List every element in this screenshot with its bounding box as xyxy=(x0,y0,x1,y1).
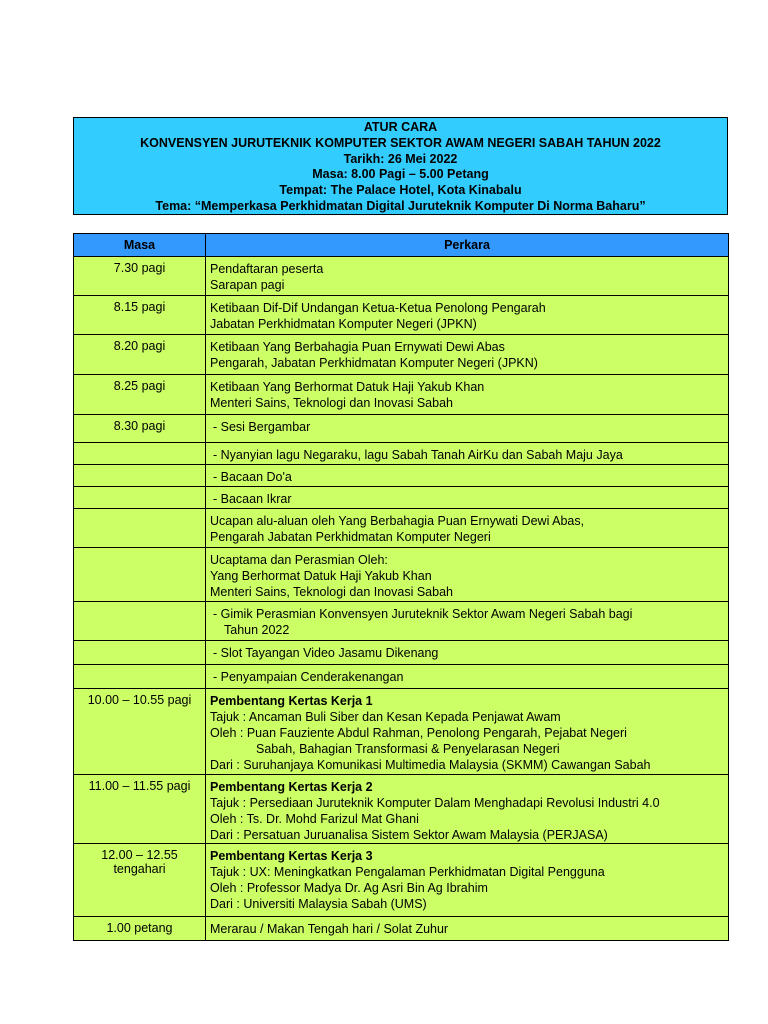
perkara-cell xyxy=(206,844,729,917)
perkara-cell xyxy=(206,375,729,415)
table-row xyxy=(74,917,729,941)
masa-cell xyxy=(74,375,206,415)
perkara-line: Yang Berhormat Datuk Haji Yakub Khan xyxy=(210,569,432,583)
table-row xyxy=(74,335,729,375)
perkara-cell xyxy=(206,296,729,335)
masa-cell xyxy=(74,665,206,689)
masa-cell xyxy=(74,548,206,602)
perkara-cell xyxy=(206,548,729,602)
table-row xyxy=(74,689,729,775)
perkara-line: Jabatan Perkhidmatan Komputer Negeri (JPKN) xyxy=(210,317,477,331)
perkara-line: - Penyampaian Cenderakenangan xyxy=(213,670,404,684)
perkara-cell xyxy=(206,465,729,487)
table-row xyxy=(74,296,729,335)
perkara-cell xyxy=(206,257,729,296)
masa-cell xyxy=(74,257,206,296)
perkara-line: Pengarah Jabatan Perkhidmatan Komputer Negeri xyxy=(210,530,491,544)
perkara-line: - Bacaan Do'a xyxy=(213,470,292,484)
masa-text: 10.00 – 10.55 pagi xyxy=(87,693,192,707)
masa-cell xyxy=(74,641,206,665)
schedule-table xyxy=(73,233,729,941)
table-row xyxy=(74,775,729,844)
perkara-cell xyxy=(206,487,729,509)
perkara-line: Pendaftaran peserta xyxy=(210,262,324,276)
perkara-cell xyxy=(206,509,729,548)
masa-cell xyxy=(74,415,206,443)
masa-cell xyxy=(74,465,206,487)
paper-title: Pembentang Kertas Kerja 3 xyxy=(210,849,373,863)
table-row xyxy=(74,602,729,641)
masa-cell xyxy=(74,487,206,509)
masa-cell xyxy=(74,775,206,844)
perkara-line: Tajuk : Ancaman Buli Siber dan Kesan Kepada Penjawat Awam xyxy=(210,710,561,724)
masa-text: 8.20 pagi xyxy=(113,339,166,353)
perkara-line: - Gimik Perasmian Konvensyen Juruteknik Sektor Awam Negeri Sabah bagi xyxy=(213,607,633,621)
masa-text: 1.00 petang xyxy=(106,921,173,935)
schedule-header-row xyxy=(74,234,729,257)
perkara-line: - Nyanyian lagu Negaraku, lagu Sabah Tanah AirKu dan Sabah Maju Jaya xyxy=(213,448,623,462)
perkara-cell xyxy=(206,415,729,443)
header-date: Tarikh: 26 Mei 2022 xyxy=(343,151,458,166)
masa-text: 7.30 pagi xyxy=(113,261,166,275)
column-header-perkara: Perkara xyxy=(206,234,729,257)
perkara-line: Oleh : Professor Madya Dr. Ag Asri Bin Ag Ibrahim xyxy=(210,881,488,895)
table-row xyxy=(74,487,729,509)
header-event-name: KONVENSYEN JURUTEKNIK KOMPUTER SEKTOR AWAM NEGERI SABAH TAHUN 2022 xyxy=(140,135,661,150)
perkara-line: Tajuk : UX: Meningkatkan Pengalaman Perkhidmatan Digital Pengguna xyxy=(210,865,605,879)
masa-cell xyxy=(74,689,206,775)
perkara-line: - Sesi Bergambar xyxy=(213,420,311,434)
header-time: Masa: 8.00 Pagi – 5.00 Petang xyxy=(312,167,489,182)
masa-cell xyxy=(74,509,206,548)
perkara-line: Ketibaan Dif-Dif Undangan Ketua-Ketua Penolong Pengarah xyxy=(210,301,546,315)
masa-cell xyxy=(74,335,206,375)
paper-title: Pembentang Kertas Kerja 2 xyxy=(210,780,373,794)
perkara-cell xyxy=(206,602,729,641)
perkara-line: Merarau / Makan Tengah hari / Solat Zuhur xyxy=(210,922,449,936)
perkara-line: Pengarah, Jabatan Perkhidmatan Komputer Negeri (JPKN) xyxy=(210,356,538,370)
masa-cell xyxy=(74,602,206,641)
perkara-line: Dari : Persatuan Juruanalisa Sistem Sektor Awam Malaysia (PERJASA) xyxy=(210,828,608,842)
masa-cell xyxy=(74,443,206,465)
masa-cell xyxy=(74,844,206,917)
table-row xyxy=(74,665,729,689)
masa-cell xyxy=(74,296,206,335)
masa-text: tengahari xyxy=(113,862,166,876)
perkara-line: Sabah, Bahagian Transformasi & Penyelarasan Negeri xyxy=(256,742,560,756)
masa-text: 12.00 – 12.55 xyxy=(101,848,178,862)
masa-text: 11.00 – 11.55 pagi xyxy=(88,779,191,793)
perkara-cell xyxy=(206,917,729,941)
table-row xyxy=(74,415,729,443)
perkara-line: Dari : Suruhanjaya Komunikasi Multimedia Malaysia (SKMM) Cawangan Sabah xyxy=(210,758,651,772)
perkara-line: Oleh : Ts. Dr. Mohd Farizul Mat Ghani xyxy=(210,812,419,826)
perkara-line: - Bacaan Ikrar xyxy=(213,492,292,506)
perkara-cell xyxy=(206,641,729,665)
perkara-cell xyxy=(206,335,729,375)
masa-text: 8.25 pagi xyxy=(113,379,166,393)
paper-title: Pembentang Kertas Kerja 1 xyxy=(210,694,373,708)
header-venue: Tempat: The Palace Hotel, Kota Kinabalu xyxy=(279,183,522,198)
perkara-line: Ucapan alu-aluan oleh Yang Berbahagia Puan Ernywati Dewi Abas, xyxy=(210,514,585,528)
perkara-line: - Slot Tayangan Video Jasamu Dikenang xyxy=(213,646,439,660)
header-title: ATUR CARA xyxy=(363,120,438,134)
header-theme: Tema: “Memperkasa Perkhidmatan Digital Juruteknik Komputer Di Norma Baharu” xyxy=(155,198,646,213)
perkara-cell xyxy=(206,689,729,775)
perkara-line: Ketibaan Yang Berhormat Datuk Haji Yakub Khan xyxy=(210,380,485,394)
table-row xyxy=(74,641,729,665)
table-row xyxy=(74,465,729,487)
column-header-masa: Masa xyxy=(74,234,206,257)
table-row xyxy=(74,548,729,602)
table-row xyxy=(74,375,729,415)
perkara-line: Sarapan pagi xyxy=(210,278,285,292)
perkara-line: Oleh : Puan Fauziente Abdul Rahman, Penolong Pengarah, Pejabat Negeri xyxy=(210,726,627,740)
perkara-line: Tajuk : Persediaan Juruteknik Komputer Dalam Menghadapi Revolusi Industri 4.0 xyxy=(210,796,660,810)
perkara-cell xyxy=(206,665,729,689)
table-row xyxy=(74,844,729,917)
perkara-line: Ketibaan Yang Berbahagia Puan Ernywati Dewi Abas xyxy=(210,340,505,354)
masa-cell xyxy=(74,917,206,941)
perkara-line: Menteri Sains, Teknologi dan Inovasi Sabah xyxy=(210,585,453,599)
perkara-line: Tahun 2022 xyxy=(224,623,290,637)
perkara-cell xyxy=(206,443,729,465)
perkara-line: Ucaptama dan Perasmian Oleh: xyxy=(210,553,388,567)
table-row xyxy=(74,443,729,465)
perkara-line: Dari : Universiti Malaysia Sabah (UMS) xyxy=(210,897,427,911)
masa-text: 8.30 pagi xyxy=(113,419,166,433)
programme-header xyxy=(73,117,728,215)
table-row xyxy=(74,257,729,296)
table-row xyxy=(74,509,729,548)
perkara-line: Menteri Sains, Teknologi dan Inovasi Sabah xyxy=(210,396,453,410)
masa-text: 8.15 pagi xyxy=(113,300,166,314)
perkara-cell xyxy=(206,775,729,844)
